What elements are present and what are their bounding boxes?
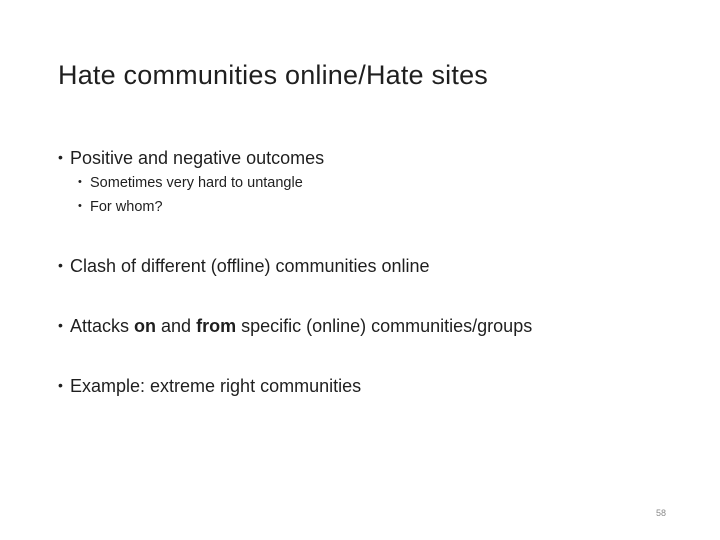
sub-bullet-text: Sometimes very hard to untangle xyxy=(90,175,303,191)
bullet-text-part: specific (online) communities/groups xyxy=(236,316,533,336)
bullet-icon: • xyxy=(58,149,63,165)
sub-bullet-text: For whom? xyxy=(90,199,163,215)
bullet-icon: • xyxy=(58,257,63,273)
bullet-item xyxy=(58,148,324,169)
bullet-text: Clash of different (offline) communities online xyxy=(70,256,430,276)
bullet-text-part: Attacks xyxy=(70,316,135,336)
bullet-item xyxy=(58,256,430,277)
bullet-icon: • xyxy=(58,377,63,393)
bullet-icon: • xyxy=(58,317,63,333)
bullet-item xyxy=(58,316,532,337)
bullet-text-part: and xyxy=(156,316,197,336)
sub-bullet-item xyxy=(78,199,163,215)
bullet-text: Positive and negative outcomes xyxy=(70,148,325,168)
page-number: 58 xyxy=(655,508,666,518)
bullet-text-emphasis: on xyxy=(134,316,157,336)
slide-title: Hate communities online/Hate sites xyxy=(58,60,488,90)
bullet-item xyxy=(58,376,361,397)
sub-bullet-item xyxy=(78,175,303,191)
bullet-icon: • xyxy=(78,200,82,212)
bullet-text: Example: extreme right communities xyxy=(70,376,362,396)
bullet-text-emphasis: from xyxy=(196,316,237,336)
bullet-icon: • xyxy=(78,176,82,188)
